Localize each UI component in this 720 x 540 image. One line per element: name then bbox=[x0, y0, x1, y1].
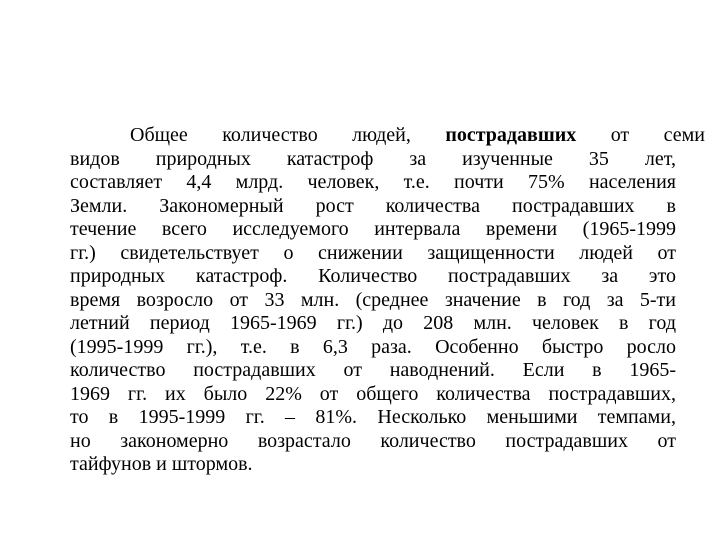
paragraph-line: летний период 1965-1969 гг.) до 208 млн. человек в год bbox=[70, 312, 676, 334]
paragraph-line: природных катастроф. Количество пострадавших за это bbox=[70, 265, 676, 287]
paragraph-line: но закономерно возрастало количество пострадавших от bbox=[70, 429, 676, 452]
paragraph-line: гг.) свидетельствует о снижении защищенности людей от bbox=[70, 241, 676, 264]
line-text: Общее количество людей, bbox=[130, 124, 446, 146]
paragraph-line: составляет 4,4 млрд. человек, т.е. почти 75% населения bbox=[70, 171, 676, 193]
paragraph-line: тайфунов и штормов. bbox=[70, 453, 253, 475]
paragraph-line: Земли. Закономерный рост количества пострадавших в bbox=[70, 194, 676, 217]
paragraph-line: видов природных катастроф за изученные 35 лет, bbox=[70, 147, 676, 170]
paragraph-line: то в 1995-1999 гг. – 81%. Несколько меньшими темпами, bbox=[70, 406, 676, 428]
emphasized-word: пострадавших bbox=[445, 124, 577, 146]
body-paragraph bbox=[70, 124, 705, 477]
line-text: от семи bbox=[576, 124, 705, 146]
paragraph-line: 1969 гг. их было 22% от общего количества пострадавших, bbox=[70, 382, 676, 405]
paragraph-line: количество пострадавших от наводнений. Если в 1965- bbox=[70, 359, 676, 381]
paragraph-line: время возросло от 33 млн. (среднее значение в год за 5-ти bbox=[70, 288, 676, 311]
paragraph-line bbox=[70, 124, 705, 148]
paragraph-line: (1995-1999 гг.), т.е. в 6,3 раза. Особенно быстро росло bbox=[70, 335, 676, 358]
paragraph-line: течение всего исследуемого интервала времени (1965-1999 bbox=[70, 218, 676, 240]
